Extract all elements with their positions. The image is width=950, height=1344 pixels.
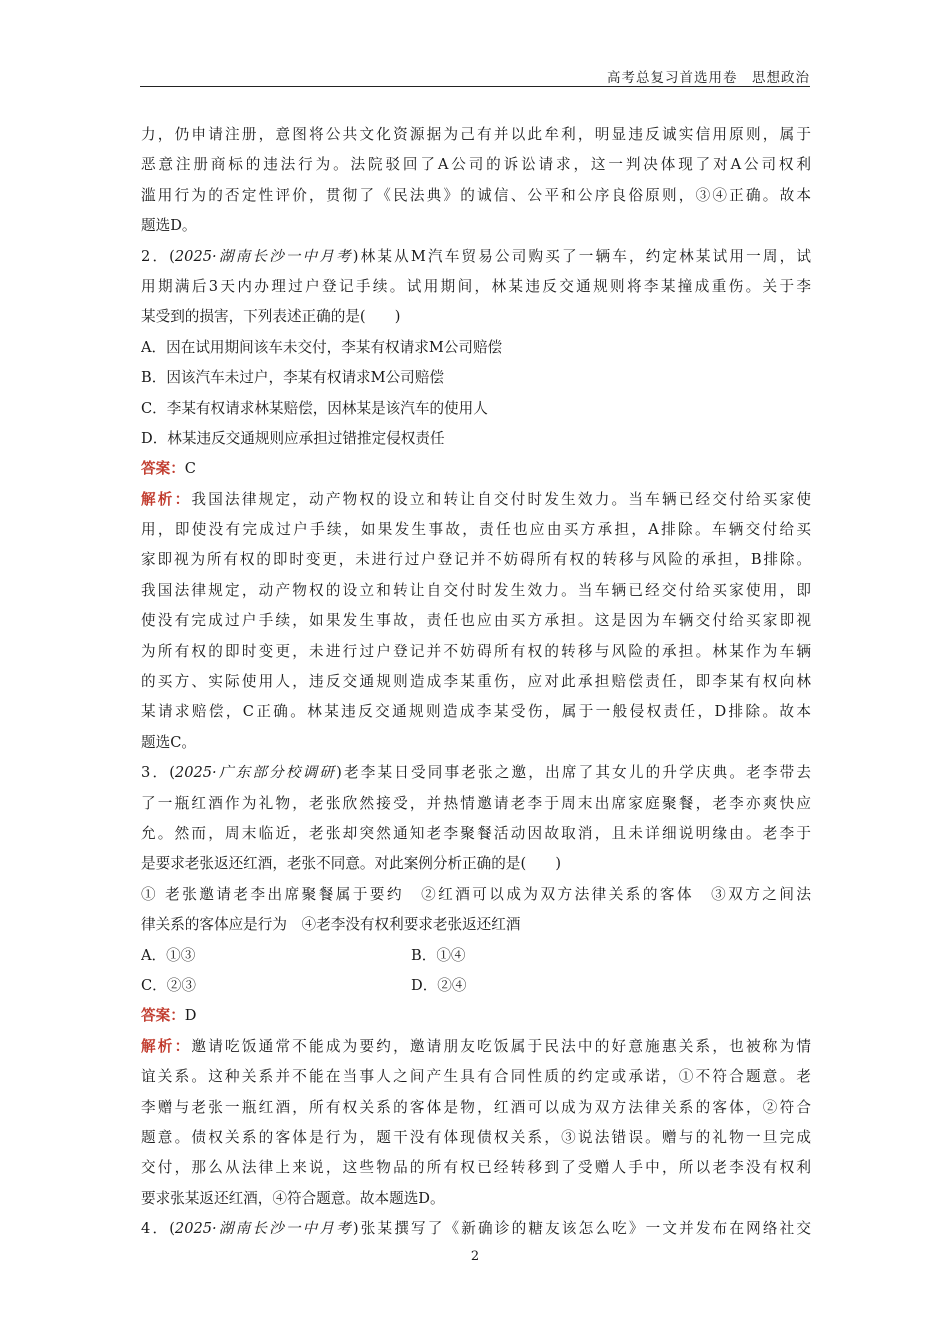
question-3-stem: 3．(2025·广东部分校调研)老李某日受同事老张之邀，出席了其女儿的升学庆典。老李带去 [141,764,811,782]
text-line: 某受到的损害，下列表述正确的是( ) [141,308,401,326]
question-source: 2025·湖南长沙一中月考 [174,1220,353,1238]
analysis-label: 解析： [141,490,192,508]
text-line: 是要求老张返还红酒，老张不同意。对此案例分析正确的是( ) [141,855,562,873]
analysis-line: 解析：我国法律规定，动产物权的设立和转让自交付时发生效力。当车辆已经交付给买家使 [141,490,811,508]
text-line: 恶意注册商标的违法行为。法院驳回了A公司的诉讼请求，这一判决体现了对A公司权利 [141,156,811,174]
option-b: B．①④ [411,946,466,964]
statement-line: 律关系的客体应是行为 ④老李没有权利要求老张返还红酒 [141,916,521,934]
analysis-label: 解析： [141,1037,192,1055]
options-row [141,941,811,971]
answer-line [141,1001,811,1031]
option-d: D．②④ [411,976,467,994]
text-line: 家即视为所有权的即时变更，未进行过户登记并不妨碍所有权的转移与风险的承担，B排除。 [141,551,811,569]
option-a: A．①③ [141,946,196,964]
text-line: 某请求赔偿，C正确。林某违反交通规则造成李某受伤，属于一般侵权责任，D排除。故本 [141,703,811,721]
text-line: 为所有权的即时变更，未进行过户登记并不妨碍所有权的转移与风险的承担。林某作为车辆 [141,642,811,660]
answer-line [141,454,811,484]
question-source: 2025·广东部分校调研 [174,764,337,782]
text-line: 题选C。 [141,733,196,751]
option-c: C．李某有权请求林某赔偿，因林某是该汽车的使用人 [141,399,488,417]
page-header [140,62,810,87]
statement-line: ① 老张邀请老李出席聚餐属于要约 ②红酒可以成为双方法律关系的客体 ③双方之间法 [141,885,811,903]
text-line: 用期满后3天内办理过户登记手续。试用期间，林某违反交通规则将李某撞成重伤。关于李 [141,277,811,295]
answer-label: 答案： [141,460,185,478]
text-line: 题选D。 [141,217,197,235]
question-4-stem: 4．(2025·湖南长沙一中月考)张某撰写了《新确诊的糖友该怎么吃》一文并发布在网络社交 [141,1220,811,1238]
option-c: C．②③ [141,976,196,994]
answer-value: C [184,460,196,478]
answer-value: D [184,1007,197,1025]
text-line: 交付，那么从法律上来说，这些物品的所有权已经转移到了受赠人手中，所以老李没有权利 [141,1159,811,1177]
page-number: 2 [470,1249,480,1264]
text-line: 滥用行为的否定性评价，贯彻了《民法典》的诚信、公平和公序良俗原则，③④正确。故本 [141,186,811,204]
text-line: 的买方、实际使用人，违反交通规则造成李某重伤，应对此承担赔偿责任，即李某有权向林 [141,673,811,691]
text-line: 李赠与老张一瓶红酒，所有权关系的客体是物，红酒可以成为双方法律关系的客体，②符合 [141,1098,811,1116]
text-line: 力，仍申请注册，意图将公共文化资源据为己有并以此牟利，明显违反诚实信用原则，属于 [141,126,811,143]
text-line: 题意。债权关系的客体是行为，题干没有体现债权关系，③说法错误。赠与的礼物一旦完成 [141,1128,811,1146]
analysis-line: 解析：邀请吃饭通常不能成为要约，邀请朋友吃饭属于民法中的好意施惠关系，也被称为情 [141,1037,811,1055]
text-line: 使没有完成过户手续，如果发生事故，责任也应由买方承担。这是因为车辆交付给买家即视 [141,612,811,630]
text-line: 了一瓶红酒作为礼物，老张欣然接受，并热情邀请老李于周末出席家庭聚餐，老李亦爽快应 [141,794,811,812]
text-line: 要求张某返还红酒，④符合题意。故本题选D。 [141,1189,445,1207]
text-line: 谊关系。这种关系并不能在当事人之间产生具有合同性质的约定或承诺，①不符合题意。老 [141,1068,811,1086]
answer-label: 答案： [141,1007,185,1025]
text-line: 我国法律规定，动产物权的设立和转让自交付时发生效力。当车辆已经交付给买家使用，即 [141,581,811,599]
page-content [141,120,811,1244]
question-source: 2025·湖南长沙一中月考 [174,247,353,265]
text-line: 允。然而，周末临近，老张却突然通知老李聚餐活动因故取消，且未详细说明缘由。老李于 [141,824,811,842]
options-row [141,971,811,1001]
option-a: A．因在试用期间该车未交付，李某有权请求M公司赔偿 [141,338,503,356]
header-title: 高考总复习首选用卷 思想政治 [607,70,810,86]
option-b: B．因该汽车未过户，李某有权请求M公司赔偿 [141,369,444,387]
option-d: D．林某违反交通规则应承担过错推定侵权责任 [141,429,445,447]
text-line: 用，即使没有完成过户手续，如果发生事故，责任也应由买方承担，A排除。车辆交付给买 [141,521,811,539]
question-2-stem: 2．(2025·湖南长沙一中月考)林某从M汽车贸易公司购买了一辆车，约定林某试用一周，试 [141,247,811,265]
